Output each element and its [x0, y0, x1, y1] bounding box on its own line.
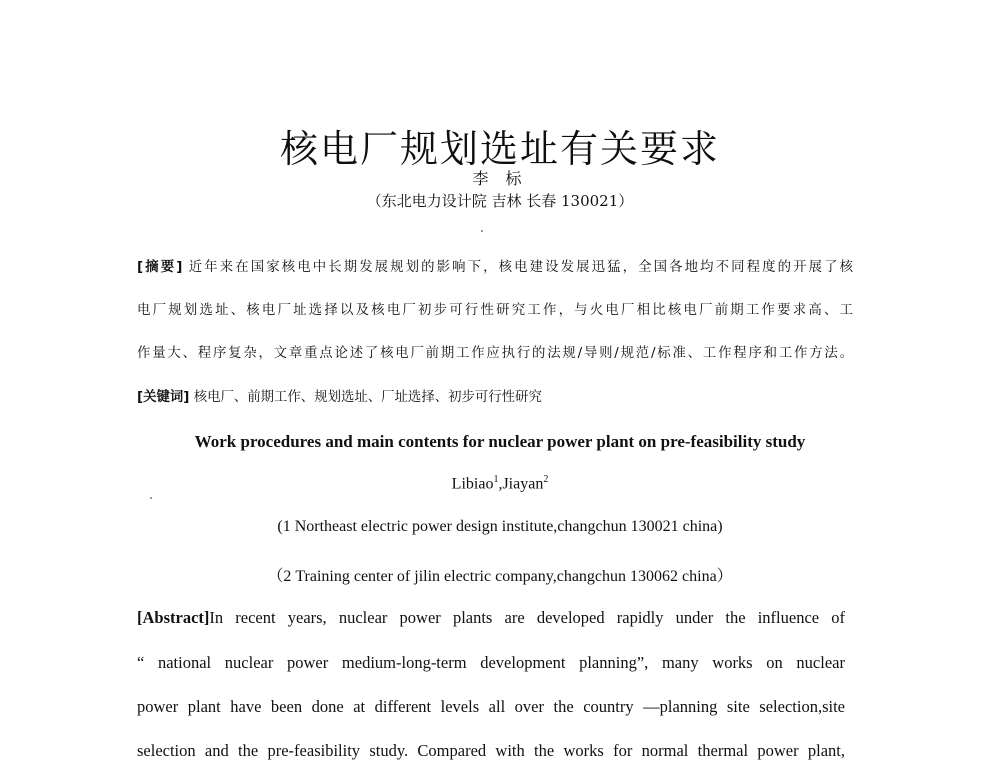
abstract-en-text: In recent years, nuclear power plants are developed rapidly under the influence of	[209, 608, 845, 627]
paper-title: 核电厂规划选址有关要求	[279, 127, 720, 171]
abstract-cn-line-3: 作量大、程序复杂，文章重点论述了核电厂前期工作应执行的法规/导则/规范/标准、工作程序和工作方法。	[137, 346, 853, 361]
scan-speck	[150, 497, 152, 499]
keywords-cn-label: [关键词]	[137, 390, 190, 405]
author-en-2-mark: 2	[543, 474, 549, 485]
abstract-cn-label: [摘要]	[137, 260, 183, 275]
author-cn: 李 标	[472, 169, 528, 188]
affiliation-en-1: (1 Northeast electric power design institute,changchun 130021 china)	[277, 518, 723, 535]
keywords-cn-text: 核电厂、前期工作、规划选址、厂址选择、初步可行性研究	[193, 390, 542, 405]
abstract-cn-line-1	[137, 256, 853, 275]
affiliation-cn: （东北电力设计院 吉林 长春 130021）	[366, 192, 634, 210]
author-en-1-mark: 1	[493, 474, 499, 485]
abstract-en-line-4: selection and the pre-feasibility study. Compared with the works for normal thermal power plant,	[137, 741, 845, 760]
paper-title-en: Work procedures and main contents for nuclear power plant on pre-feasibility study	[194, 432, 806, 451]
affiliation-en-2: （2 Training center of jilin electric company,changchun 130062 china）	[267, 568, 733, 585]
abstract-en-line-2: “ national nuclear power medium-long-term development planning”, many works on nuclear	[137, 653, 845, 672]
author-en-2: Jiayan	[502, 475, 544, 493]
abstract-cn-line-2: 电厂规划选址、核电厂址选择以及核电厂初步可行性研究工作，与火电厂相比核电厂前期工作要求高、工	[137, 303, 853, 318]
abstract-en-line-1	[137, 608, 845, 628]
abstract-en-line-3: power plant have been done at different levels all over the country —planning site selection,site	[137, 697, 845, 716]
author-en-1: Libiao	[451, 475, 494, 493]
scan-speck	[481, 230, 483, 232]
keywords-cn	[137, 386, 853, 405]
authors-en	[0, 474, 1000, 493]
author-en-separator: ,	[498, 475, 503, 493]
abstract-cn-text: 近年来在国家核电中长期发展规划的影响下，核电建设发展迅猛，全国各地均不同程度的开展了核	[188, 260, 853, 275]
abstract-en-label: [Abstract]	[137, 608, 210, 627]
